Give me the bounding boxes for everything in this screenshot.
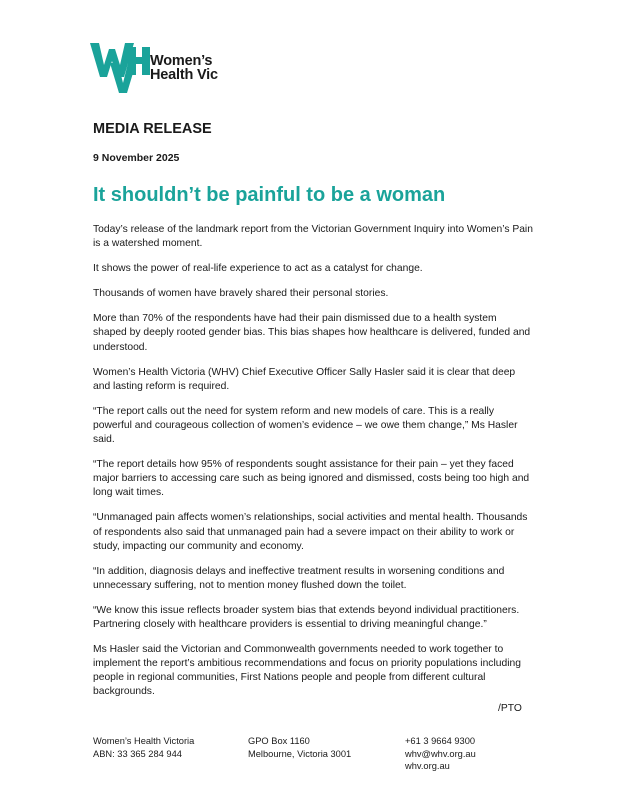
paragraph: Thousands of women have bravely shared their personal stories.: [93, 288, 389, 300]
logo-line-2: Health Vic: [150, 67, 218, 83]
footer-abn: ABN: 33 365 284 944: [93, 748, 182, 759]
paragraph: More than 70% of the respondents have had their pain dismissed due to a health system shaped by deeply rooted gender bias. This bias shapes how healthcare is delivered, funded and understood.: [93, 313, 531, 353]
headline: It shouldn’t be painful to be a woman: [93, 184, 446, 206]
release-date: 9 November 2025: [93, 152, 180, 164]
footer-contact: [405, 735, 476, 773]
paragraph: “We know this issue reflects broader system bias that extends beyond individual practitioners. Partnering closely with healthcare providers is essential to driving meaningful change.”: [93, 604, 520, 630]
logo-wordmark: [150, 54, 218, 82]
footer-city: Melbourne, Victoria 3001: [248, 748, 352, 759]
paragraph: Women’s Health Victoria (WHV) Chief Executive Officer Sally Hasler said it is clear that deep and lasting reform is required.: [93, 366, 516, 392]
footer-phone: +61 3 9664 9300: [405, 736, 476, 746]
paragraph: Today’s release of the landmark report from the Victorian Government Inquiry into Women’s Pain is a watershed moment.: [93, 224, 533, 250]
body-text: [93, 223, 533, 710]
paragraph: “In addition, diagnosis delays and ineffective treatment results in worsening conditions and unnecessary suffering, not to mention money flushed down the toilet.: [93, 565, 505, 591]
footer-email[interactable]: whv@whv.org.au: [405, 748, 476, 759]
paragraph: “The report calls out the need for system reform and new models of care. This is a really powerful and courageous collection of women’s evidence – we owe them change,” Ms Hasler said.: [93, 405, 518, 446]
pto-marker: /PTO: [498, 703, 522, 714]
footer-po-box: GPO Box 1160: [248, 736, 310, 746]
footer-address: [248, 735, 351, 760]
paragraph: “Unmanaged pain affects women’s relationships, social activities and mental health. Thousands of respondents also said that unmanaged pain had a severe impact on their ability to work or study, impacting our community and economy.: [93, 512, 528, 552]
logo-line-1: Women’s: [150, 53, 213, 69]
footer-org: [93, 735, 194, 760]
paragraph: “The report details how 95% of respondents sought assistance for their pain – yet they faced major barriers to accessing care such as being ignored and dismissed, costs being too high and long wait times.: [93, 459, 530, 499]
footer-website[interactable]: whv.org.au: [405, 761, 450, 771]
media-release-label: MEDIA RELEASE: [93, 121, 212, 137]
footer-org-name: Women’s Health Victoria: [93, 736, 195, 746]
paragraph: It shows the power of real-life experience to act as a catalyst for change.: [93, 263, 423, 275]
paragraph: Ms Hasler said the Victorian and Commonwealth governments needed to work together to implement the report’s ambitious recommendations and focus on priority populations including people in regional communities, First Nations people and people from different cultural backgrounds.: [93, 644, 521, 698]
